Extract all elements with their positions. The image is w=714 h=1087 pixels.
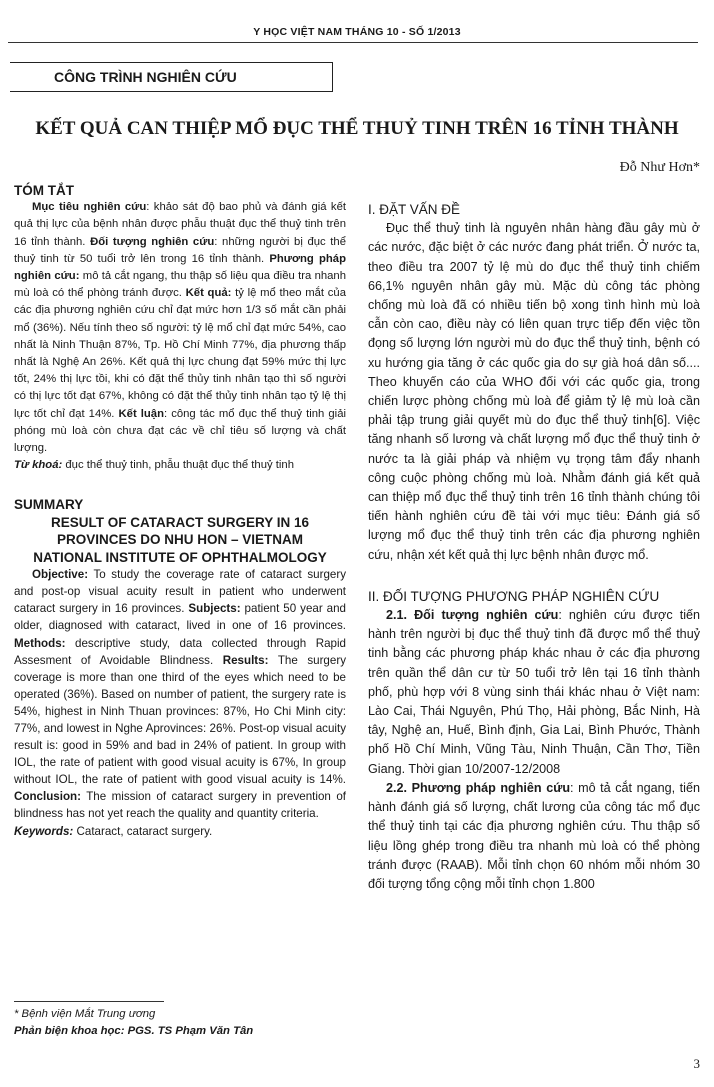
summary-title: RESULT OF CATARACT SURGERY IN 16 PROVINCES DO NHU HON – VIETNAM NATIONAL INSTITUTE OF OPHTHALMOLOGY (33, 514, 327, 565)
text-subjects-en: patient 50 year and older, diagnosed with cataract, lived in one of 16 provinces. (14, 602, 346, 633)
summary-heading: SUMMARY (14, 497, 84, 513)
abstract-vi-heading: TÓM TẮT (14, 183, 74, 198)
text-objective-vi: : khảo sát độ bao phủ và đánh giá kết quả thị lực của bệnh nhân được phẫu thuật đục thể thuỷ tinh trên 16 tỉnh thành. (14, 201, 346, 248)
label-subjects-en: Subjects: (188, 602, 241, 616)
text-methods-vi: mô tả cắt ngang, thu thập số liệu qua điều tra nhanh mù loà có thể phòng tránh được. (14, 270, 346, 300)
section2-1-paragraph (368, 606, 700, 779)
label-2-1: 2.1. Đối tượng nghiên cứu (386, 608, 559, 623)
text-results-en: The surgery coverage is more than one third of the eyes which need to be operated (36%). Based on number of patient, the surgery rate is 54%, highest in Ninh Thuan provinces: 87%, Ho Chi Minh city: 77%, and lowest in Nghe Aprovinces: 26%. Post-op visual acuity result is: good in 59% and bad in 24% of patient. In group with IOL, the rate of patient with good visual acuity is 67%, In group without IOL, the rate of patient with good visual acuity is 14%. (14, 653, 346, 787)
section2-2-paragraph (368, 779, 700, 894)
label-keywords-vi: Từ khoá: (14, 459, 63, 472)
footnote-rule (14, 1001, 164, 1002)
right-column (368, 200, 700, 894)
header-rule (8, 42, 698, 43)
footnote-reviewer: Phản biện khoa học: PGS. TS Phạm Văn Tân (14, 1025, 254, 1037)
journal-header: Y HỌC VIỆT NAM THÁNG 10 - SỐ 1/2013 (253, 26, 461, 38)
label-results-en: Results: (222, 653, 269, 667)
page-number: 3 (693, 1056, 700, 1071)
label-methods-en: Methods: (14, 636, 66, 650)
label-conclusion-vi: Kết luận (118, 407, 164, 420)
author: Đỗ Như Hơn* (619, 160, 700, 175)
left-column (14, 182, 346, 840)
abstract-en-body (14, 566, 346, 822)
paper-title: KẾT QUẢ CAN THIỆP MỔ ĐỤC THỂ THUỶ TINH TRÊN 16 TỈNH THÀNH (35, 118, 679, 139)
section2-heading: II. ĐỐI TƯỢNG PHƯƠNG PHÁP NGHIÊN CỨU (368, 588, 660, 604)
text-2-1: : nghiên cứu được tiến hành trên người bị đục thể thuỷ tinh đã được mổ thể thuỷ tinh bằng các phương pháp khác nhau ở các địa phương trên quần thể dân cư từ 50 tuổi trở lên tại 16 tỉnh thành phố, phù hợp với 8 vùng sinh thái khác nhau ở Việt nam: Lào Cai, Thái Nguyên, Phú Thọ, Hải phòng, Bắc Ninh, Hà tây, Nghệ an, Huế, Bình định, Gia Lai, Bình Phước, Thành phố Hồ Chí Minh, Vũng Tàu, Ninh Thuận, Cần Thơ, Tiền Giang. Thời gian 10/2007-12/2008 (368, 608, 700, 776)
text-objective-en: To study the coverage rate of cataract surgery and post-op visual acuity result in patient who underwent cataract surgery in 16 provinces. (14, 568, 346, 616)
footnote-affiliation: * Bệnh viện Mắt Trung ương (14, 1008, 156, 1020)
label-2-2: 2.2. Phương pháp nghiên cứu (386, 780, 571, 795)
label-objective-vi: Mục tiêu nghiên cứu (32, 201, 147, 214)
label-results-vi: Kết quả: (185, 287, 232, 300)
label-keywords-en: Keywords: (14, 824, 74, 838)
label-conclusion-en: Conclusion: (14, 790, 81, 804)
text-conclusion-vi: : công tác mổ đục thể thuỷ tinh giải phóng mù loà còn chưa đạt các về chỉ tiêu số lượng và chất lượng. (14, 407, 346, 455)
text-keywords-en: Cataract, cataract surgery. (73, 824, 213, 838)
section-label: CÔNG TRÌNH NGHIÊN CỨU (54, 69, 237, 85)
footnotes (14, 1006, 346, 1040)
label-methods-vi: Phương pháp nghiên cứu: (14, 252, 346, 283)
keywords-vi (14, 457, 346, 474)
abstract-vi-body (14, 199, 346, 457)
label-objective-en: Objective: (32, 568, 89, 582)
text-results-vi: tỷ lệ mổ theo mắt của các địa phương nghiên cứu chỉ đạt mức hơn 1/3 số mắt cần phải mổ (36%). Nếu tính theo số người: tỷ lệ mổ chỉ đạt mức 54%, cao nhất là Ninh Thuận 87%, Tp. Hồ Chí Minh 77%, địa phương thấp nhất là Nghệ An 26%. Kết quả thị lực chung đạt 59% mức thị lực tốt, 24% thị lực tồi, khi có đặt thể thủy tinh nhân tạo thì số người có thị lực tốt đạt 67%, không có đặt thể thủy tinh nhân tạo tỷ lệ thị lực tốt chỉ đạt 14%. (14, 287, 346, 420)
section-box-stub (10, 62, 38, 63)
text-conclusion-en: The mission of cataract surgery in prevention of blindness has not yet reach the quality and quantity criteria. (14, 790, 346, 821)
section1-heading: I. ĐẶT VẤN ĐỀ (368, 202, 461, 217)
section1-text: Đục thể thuỷ tinh là nguyên nhân hàng đầu gây mù ở các nước, đặc biệt ở các nước đang phát triển. Ở nước ta, theo điều tra 2007 tỷ lệ mù do đục thể thuỷ tinh chiếm 66,1% nguyên nhân gây mù. Mặc dù công tác phòng chống mù loà đã có nhiều tiến bộ xong tình hình mù loà cẫn còn cao, điều này có liên quan trực tiếp đến việc tồn đọng số lượng lớn người mù do đục thể thuỷ tinh, bệnh có xu hướng gia tăng ở các quốc gia do sự già hoá dân số.... Theo khuyến cáo của WHO đối với các quốc gia, trong chiến lược phòng chống mù loà để giảm tỷ lệ mù loà cần phải tập trung giải quyết mù do đục thể thuỷ tinh[6]. Việc tăng nhanh số lương và chất lượng mổ đục thể thuỷ tinh ở nước ta là giải pháp và nhiệm vụ trọng tâm đẩy nhanh công cuộc phòng chống mù loà. Nhằm đánh giá kết quả can thiệp mổ đục thể thuỷ tinh trên 16 tỉnh thành chúng tôi tiến hành nghiên cứu đề tài với mục tiêu: Đánh giá số lượng mổ đục thể thuỷ tinh trên các địa phương nghiên cứu, nhận xét kết quả thị lực bệnh nhân được mổ. (368, 221, 700, 562)
label-subjects-vi: Đối tượng nghiên cứu (90, 235, 215, 248)
text-keywords-vi: đục thể thuỷ tinh, phẫu thuật đục thể thuỷ tinh (62, 459, 294, 472)
text-subjects-vi: : những người bị đục thể thuỷ tinh từ 50 tuổi trở lên trong 16 tỉnh thành. (14, 235, 346, 265)
text-methods-en: descriptive study, data collected through Rapid Assesment of Avoidable Blindness. (14, 636, 346, 667)
keywords-en (14, 823, 346, 840)
section-label-box (10, 62, 333, 92)
text-2-2: : mô tả cắt ngang, tiến hành đánh giá số lượng, chất lương của công tác mổ đục thể thuỷ tinh tại các địa phương nghiên cứu. Thu thập số liệu lồng ghép trong điều tra nhanh mù loà có thể phòng tránh được (RAAB). Mỗi tỉnh chọn 60 nhóm mỗi nhóm 30 đối tượng tổng cộng mỗi tỉnh chọn 1.800 (368, 780, 700, 891)
